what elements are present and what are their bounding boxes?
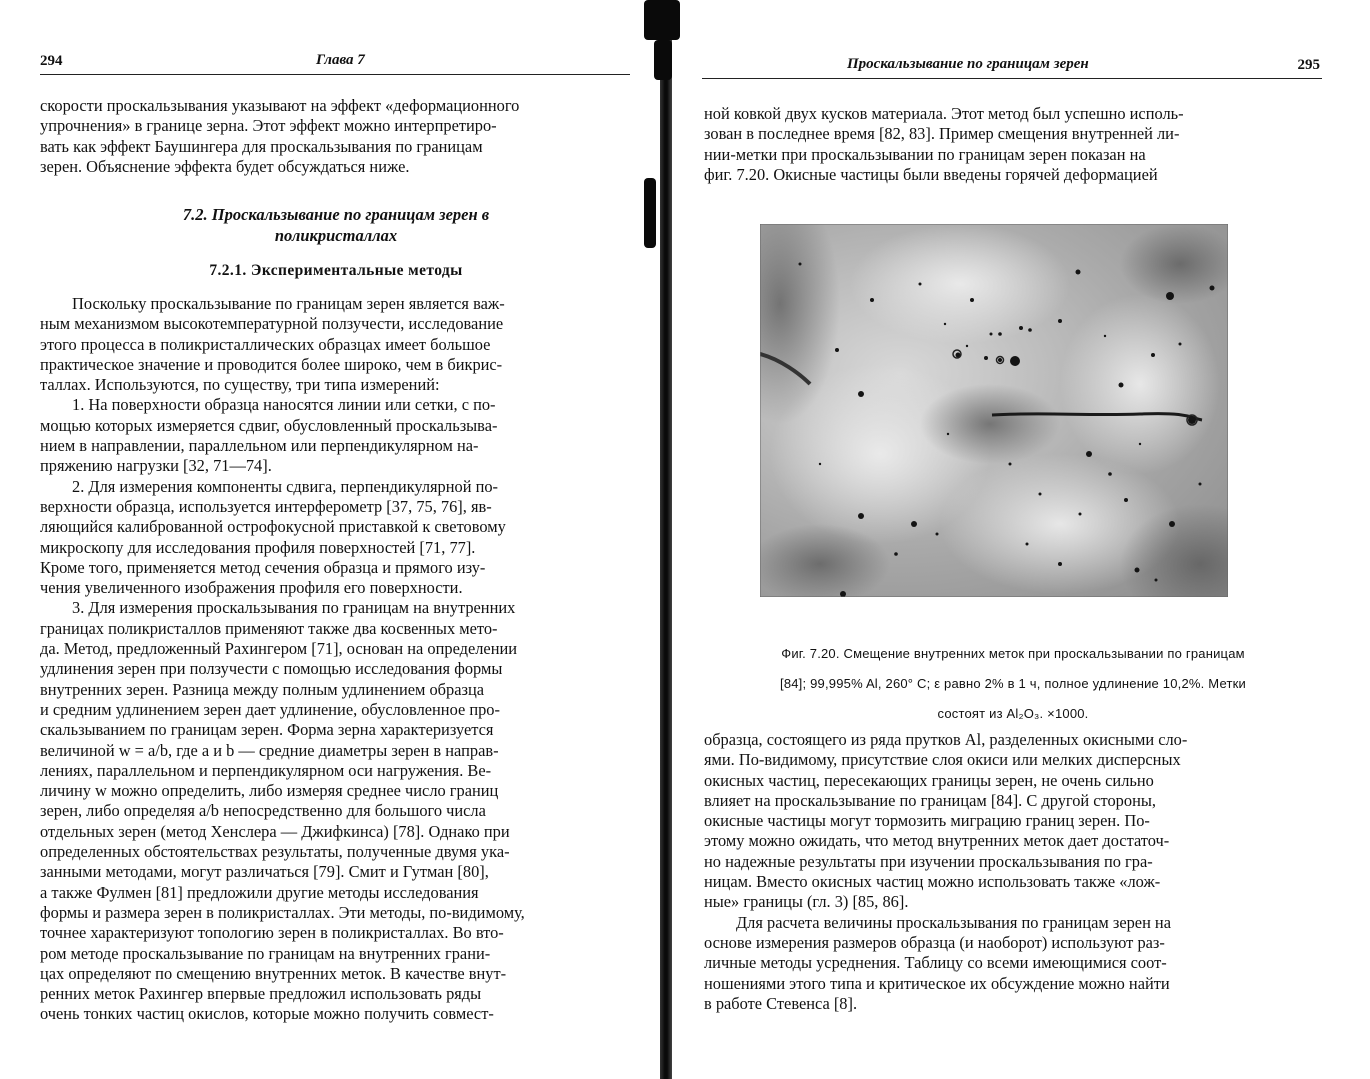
left-intro-paragraph — [40, 96, 632, 177]
right-bottom-text — [704, 730, 1322, 1014]
text-line: очень тонких частиц окислов, которые можно получить совмест- — [40, 1004, 494, 1024]
left-running-head: Глава 7 — [316, 52, 365, 68]
text-line: скорости проскальзывания указывают на эффект «деформационного — [40, 96, 520, 115]
text-line: личные методы усреднения. Таблицу со всеми имеющимися соот- — [704, 953, 1167, 973]
text-line: ношениями этого типа и критическое их обсуждение можно найти — [704, 973, 1170, 993]
micrograph-figure — [760, 224, 1228, 597]
text-line: определенных обстоятельствах результаты, полученные двумя ука- — [40, 842, 510, 862]
text-line: зерен. Объяснение эффекта будет обсуждаться ниже. — [40, 156, 410, 176]
text-line: ницам. Вместо окисных частиц можно использовать также «лож- — [704, 872, 1161, 892]
text-line: 1. На поверхности образца наносятся линии или сетки, с по- — [72, 395, 496, 415]
text-line: цах определяют по смещению внутренних меток. В качестве внут- — [40, 963, 507, 983]
text-line: состоят из Al₂O₃. ×1000. — [937, 706, 1089, 721]
text-line: ным механизмом высокотемпературной ползучести, исследование — [40, 314, 504, 334]
right-top-paragraph — [704, 104, 1322, 185]
right-page — [672, 0, 1370, 1079]
right-running-head: Проскальзывание по границам зерен — [847, 56, 1089, 72]
text-line: лениях, параллельном и перпендикулярном оси нагружения. Ве- — [40, 760, 492, 780]
text-line: чения увеличенного изображения профиля его поверхности. — [40, 578, 463, 598]
left-page-header — [40, 50, 630, 75]
text-line: 2. Для измерения компоненты сдвига, перпендикулярной по- — [72, 476, 499, 496]
text-line: ной ковкой двух кусков материала. Этот метод был успешно исполь- — [704, 104, 1184, 123]
text-line: ные» границы (гл. 3) [85, 86]. — [704, 892, 909, 912]
text-line: Для расчета величины проскальзывания по границам зерен на — [736, 912, 1171, 932]
text-line: зован в последнее время [82, 83]. Пример смещения внутренней ли- — [704, 124, 1180, 144]
text-line: границах поликристаллов применяют также два косвенных мето- — [40, 618, 498, 638]
text-line: и средним удлинением зерен дает удлинение, обусловленное про- — [40, 699, 500, 719]
text-line: ляющийся калиброванной острофокусной приставкой к световому — [40, 517, 506, 537]
text-line: ями. По-видимому, присутствие слоя окиси или мелких дисперсных — [704, 750, 1181, 770]
text-line: мощью которых измеряется сдвиг, обусловленный проскальзыва- — [40, 415, 498, 435]
text-line: влияет на проскальзывание по границам [84]. С другой стороны, — [704, 790, 1156, 810]
text-line: отдельных зерен (метод Хенслера — Джифкинса) [78]. Однако при — [40, 821, 510, 841]
text-line: фиг. 7.20. Окисные частицы были введены горячей деформацией — [704, 164, 1158, 184]
text-line: внутренних зерен. Разница между полным удлинением образца — [40, 679, 484, 699]
text-line: ром методе проскальзывание по границам на внутренних грани- — [40, 943, 491, 963]
text-line: да. Метод, предложенный Рахингером [71], основан на определении — [40, 639, 518, 659]
section-title-line: поликристаллах — [274, 226, 398, 245]
section-title-line: 7.2. Проскальзывание по границам зерен в — [182, 205, 490, 224]
left-body-text — [40, 294, 632, 1025]
text-line: упрочнения» в границе зерна. Этот эффект можно интерпретиро- — [40, 116, 497, 136]
text-line: формы и размера зерен в поликристаллах. Эти методы, по-видимому, — [40, 902, 525, 922]
text-line: точнее характеризуют топологию зерен в поликристаллах. Во вто- — [40, 923, 504, 943]
text-line: верхности образца, используется интерферометр [37, 75, 76], яв- — [40, 496, 492, 516]
text-line: величиной w = a/b, где a и b — средние диаметры зерен в направ- — [40, 740, 499, 760]
text-line: пряжению нагрузки [32, 71—74]. — [40, 456, 272, 476]
section-title — [40, 204, 632, 246]
micrograph-image — [760, 224, 1228, 597]
text-line: удлинения зерен при ползучести с помощью исследования формы — [40, 659, 503, 679]
text-line: Кроме того, применяется метод сечения образца и прямого изу- — [40, 557, 486, 577]
right-page-number: 295 — [1297, 57, 1320, 73]
text-line: [84]; 99,995% Al, 260° C; ε равно 2% в 1 ч, полное удлинение 10,2%. Метки — [780, 676, 1246, 691]
text-line: Поскольку проскальзывание по границам зерен является важ- — [72, 294, 505, 313]
left-page — [0, 0, 660, 1079]
text-line: микроскопу для исследования профиля поверхностей [71, 77]. — [40, 537, 476, 557]
text-line: личину w можно определить, либо измеряя среднее число границ — [40, 781, 499, 801]
text-line: а также Фулмен [81] предложили другие методы исследования — [40, 882, 479, 902]
right-page-header — [702, 54, 1322, 79]
text-line: Фиг. 7.20. Смещение внутренних меток при проскальзывании по границам — [781, 646, 1245, 661]
text-line: нии-метки при проскальзывании по границам зерен показан на — [704, 144, 1146, 164]
text-line: окисных частиц, пересекающих границы зерен, не очень сильно — [704, 770, 1154, 790]
text-line: но надежные результаты при изучении проскальзывания по гра- — [704, 851, 1153, 871]
figure-caption — [704, 632, 1322, 735]
text-line: вать как эффект Баушингера для проскальзывания по границам — [40, 136, 483, 156]
text-line: ренних меток Рахингер впервые предложил использовать ряды — [40, 984, 482, 1004]
text-line: этого процесса в поликристаллических образцах имеет большое — [40, 334, 491, 354]
text-line: практическое значение и проводится более широко, чем в бикрис- — [40, 354, 503, 374]
text-line: 3. Для измерения проскальзывания по границам на внутренних — [72, 598, 516, 618]
text-line: образца, состоящего из ряда прутков Al, разделенных окисными сло- — [704, 730, 1188, 749]
text-line: зерен, либо определяя a/b непосредственно для большого числа — [40, 801, 486, 821]
text-line: в работе Стевенса [8]. — [704, 993, 858, 1013]
text-line: основе измерения размеров образца (и наоборот) используют раз- — [704, 932, 1165, 952]
book-gutter — [660, 0, 672, 1079]
left-page-number: 294 — [40, 53, 63, 69]
text-line: занными методами, могут различаться [79]. Смит и Гутман [80], — [40, 862, 489, 882]
subsection-title: 7.2.1. Экспериментальные методы — [209, 262, 463, 279]
text-line: этому можно ожидать, что метод внутренних меток дает достаточ- — [704, 831, 1170, 851]
text-line: нием в направлении, параллельном или перпендикулярном на- — [40, 436, 479, 456]
text-line: скальзыванием по границам зерен. Форма зерна характеризуется — [40, 720, 494, 740]
text-line: таллах. Используются, по существу, три типа измерений: — [40, 375, 440, 395]
text-line: окисные частицы могут тормозить миграцию границ зерен. По- — [704, 811, 1150, 831]
